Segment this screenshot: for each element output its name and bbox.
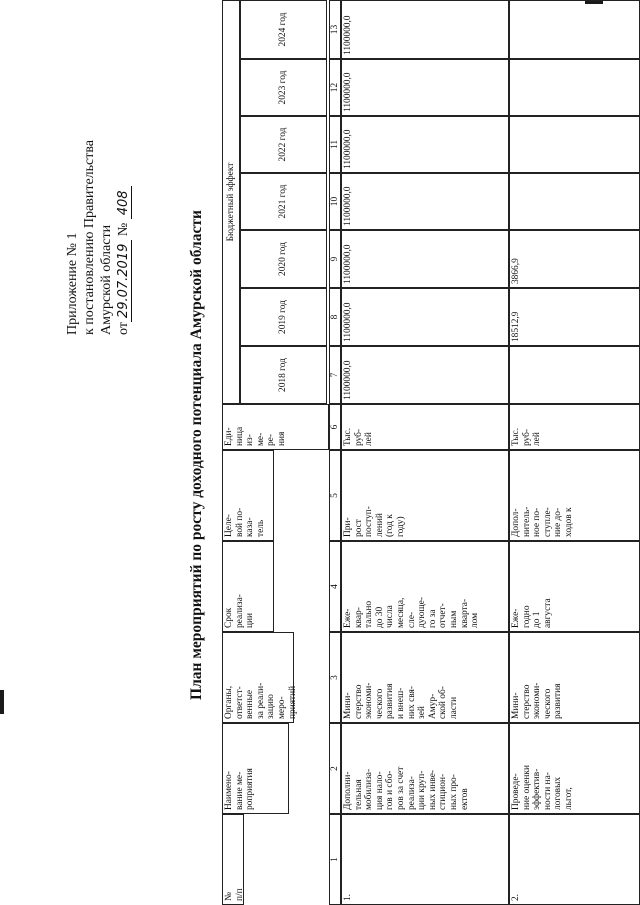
row1-y2024: 1100000,0	[341, 0, 509, 59]
colnum-6: 6	[329, 404, 341, 450]
annex-date-prefix: от	[116, 322, 131, 335]
row1-num: 1.	[341, 814, 509, 905]
colnum-12: 12	[329, 59, 341, 116]
row2-organ: Мини- стерство экономи- ческого развития	[509, 632, 640, 723]
colnum-8: 8	[329, 288, 341, 346]
row1-y2018: 1100000,0	[341, 346, 509, 404]
annex-title: Приложение № 1	[65, 232, 80, 335]
row2-name: Проведе- ние оценки эффектив- ности на- логовых льгот,	[509, 723, 640, 814]
annex-number-value: 408	[117, 186, 132, 219]
row1-y2021: 1100000,0	[341, 173, 509, 230]
row1-y2023: 1100000,0	[341, 59, 509, 116]
annex-line-2: Амурской области	[99, 224, 114, 335]
header-col-5: Целе- вой по- каза- тель	[222, 450, 274, 541]
colnum-2: 2	[329, 723, 341, 814]
row1-y2020: 1100000,0	[341, 230, 509, 288]
colnum-1: 1	[329, 814, 341, 905]
colnum-5: 5	[329, 450, 341, 541]
colnum-10: 10	[329, 173, 341, 230]
header-col-3: Органы, ответст- венные за реали- зацию меро- приятий	[222, 632, 294, 723]
document-title: План мероприятий по росту доходного потенциала Амурской области	[188, 210, 205, 700]
annex-date-value: 29.07.2019	[117, 240, 132, 322]
year-2021: 2021 год	[240, 173, 327, 230]
year-2024: 2024 год	[240, 0, 327, 59]
colnum-7: 7	[329, 346, 341, 404]
colnum-11: 11	[329, 116, 341, 173]
row1-indicator: При- рост поступ- лений (год к году)	[341, 450, 509, 541]
row1-term: Еже- квар- тально до 30 числа месяца, сле- дующе- го за отчет- ным кварта- лом	[341, 541, 509, 632]
year-2022: 2022 год	[240, 116, 327, 173]
header-col-4: Срок реализа- ции	[222, 541, 274, 632]
row2-unit: Тыс. руб- лей	[509, 404, 640, 450]
header-col-6: Еди- ница из- ме- ре- ния	[222, 404, 329, 450]
row2-y2022	[509, 116, 640, 173]
colnum-13: 13	[329, 0, 341, 59]
year-2020: 2020 год	[240, 230, 327, 288]
row2-y2021	[509, 173, 640, 230]
colnum-4: 4	[329, 541, 341, 632]
year-2018: 2018 год	[240, 346, 327, 404]
row2-y2023	[509, 59, 640, 116]
year-2019: 2019 год	[240, 288, 327, 346]
colnum-3: 3	[329, 632, 341, 723]
row1-unit: Тыс. руб- лей	[341, 404, 509, 450]
row1-organ: Мини- стерство экономи- ческого развития и внеш- них свя- зей Амур- ской об- ласти	[341, 632, 509, 723]
annex-number-sign: №	[116, 222, 131, 237]
annex-line-1: к постановлению Правительства	[82, 139, 97, 335]
row2-term: Еже- годно до 1 августа	[509, 541, 640, 632]
year-2023: 2023 год	[240, 59, 327, 116]
row2-y2019: 18512,9	[509, 288, 640, 346]
row1-y2022: 1100000,0	[341, 116, 509, 173]
row2-y2018	[509, 346, 640, 404]
row1-y2019: 1100000,0	[341, 288, 509, 346]
row2-y2024	[509, 0, 640, 59]
header-col-2: Наимено- вание ме- роприятия	[222, 723, 289, 814]
row2-num: 2.	[509, 814, 640, 905]
row1-name: Дополни- тельная мобилиза- ция нало- гов и сбо- ров за счет реализа- ции круп- ных инве- стицион- ных про- ектов	[341, 723, 509, 814]
row2-y2020: 3866,9	[509, 230, 640, 288]
header-budget-effect: Бюджетный эффект	[222, 0, 240, 404]
colnum-9: 9	[329, 230, 341, 288]
row2-indicator: Допол- нитель- ное по- ступле- ние до- ходов к	[509, 450, 640, 541]
header-col-1: № п/п	[222, 814, 244, 905]
